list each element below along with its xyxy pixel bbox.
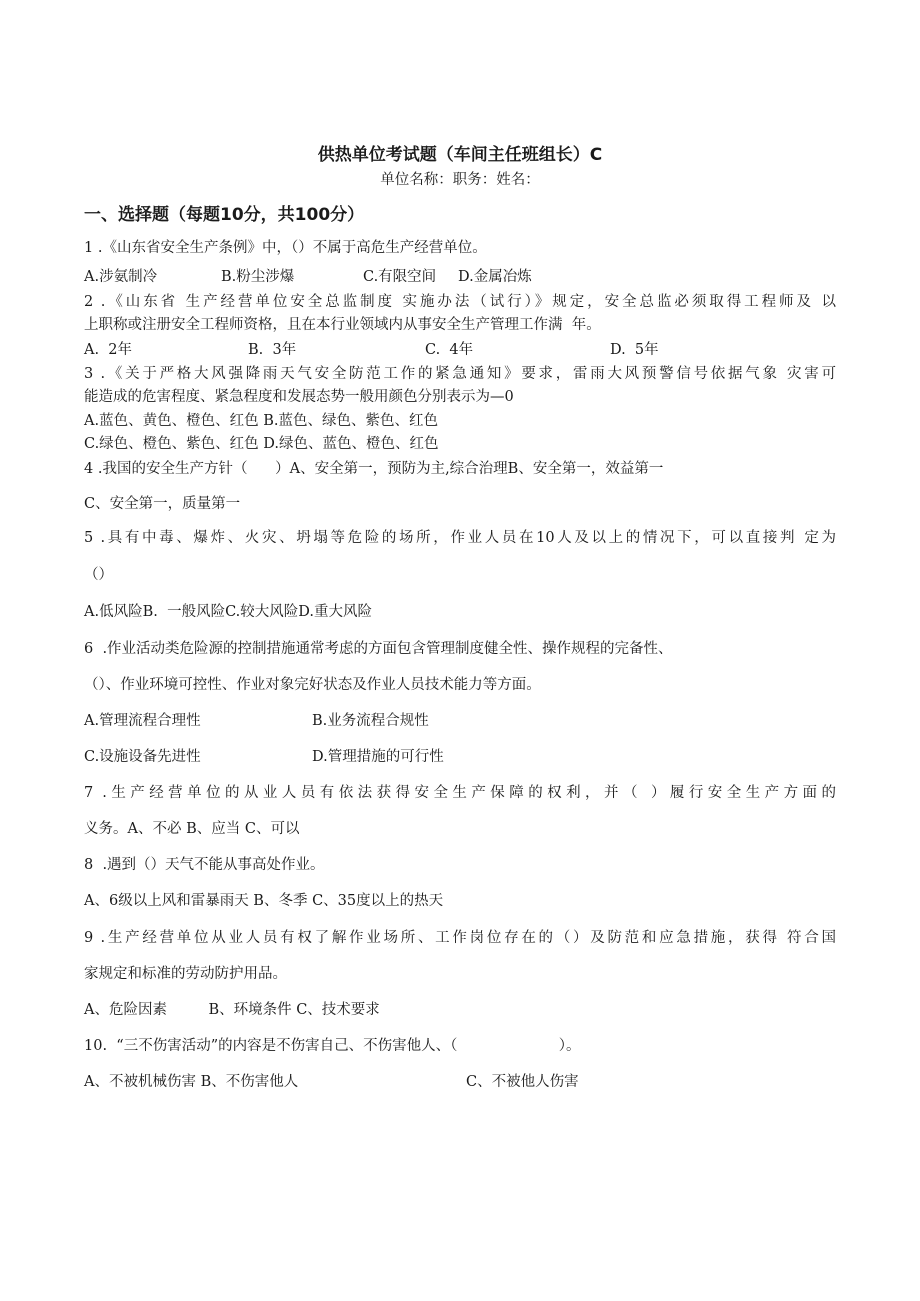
question-9-stem-line-2: 家规定和标准的劳动防护用品。	[84, 966, 287, 982]
question-2-option-d: D. 5年	[610, 342, 659, 358]
section-heading: 一、选择题（每题10分，共100分）	[84, 205, 365, 225]
question-2-option-c: C. 4年	[425, 342, 474, 358]
page-title: 供热单位考试题（车间主任班组长）C	[317, 145, 603, 165]
question-5-stem-line-2: （）	[84, 567, 113, 583]
question-3-options-ab: A.蓝色、黄色、橙色、红色 B.蓝色、绿色、紫色、红色	[84, 413, 438, 429]
question-6-option-d: D.管理措施的可行性	[312, 749, 444, 765]
question-6-option-a: A.管理流程合理性	[84, 713, 201, 729]
question-10-option-c: C、不被他人伤害	[466, 1074, 579, 1090]
question-7-stem-line-1: 7 .生产经营单位的从业人员有依法获得安全生产保障的权利，并（ ）履行安全生产方面的	[84, 785, 836, 801]
question-4-stem-line-2: C、安全第一，质量第一	[84, 496, 241, 512]
question-9-stem-line-1: 9 .生产经营单位从业人员有权了解作业场所、工作岗位存在的（）及防范和应急措施，获得 符合国	[84, 930, 836, 946]
page-subtitle: 单位名称：职务：姓名：	[380, 172, 540, 188]
question-3-stem-line-2: 能造成的危害程度、紧急程度和发展态势一般用颜色分别表示为—0	[84, 389, 514, 405]
question-3-stem-line-1: 3 .《关于严格大风强降雨天气安全防范工作的紧急通知》要求，雷雨大风预警信号依据气象 灾害可	[84, 366, 836, 382]
question-6-stem-line-2: （）、作业环境可控性、作业对象完好状态及作业人员技术能力等方面。	[84, 677, 541, 693]
question-6-option-b: B.业务流程合规性	[312, 713, 429, 729]
question-5-stem-line-1: 5 .具有中毒、爆炸、火灾、坍塌等危险的场所，作业人员在10人及以上的情况下，可以直接判 定为	[84, 530, 836, 546]
question-2-stem-line-2: 上职称或注册安全工程师资格，且在本行业领域内从事安全生产管理工作满 年。	[84, 317, 601, 333]
question-6-option-c: C.设施设备先进性	[84, 749, 201, 765]
question-8-options: A、6级以上风和雷暴雨天 B、冬季 C、35度以上的热天	[84, 893, 444, 909]
question-1-option-a: A.涉氨制冷	[84, 269, 158, 285]
question-1-option-c: C.有限空间	[363, 269, 437, 285]
question-1-stem: 1 .《山东省安全生产条例》中，（）不属于高危生产经营单位。	[84, 240, 487, 256]
question-4-stem-line-1: 4 .我国的安全生产方针（ ）A、安全第一，预防为主,综合治理B、安全第一，效益第一	[84, 461, 664, 477]
question-6-stem-line-1: 6 .作业活动类危险源的控制措施通常考虑的方面包含管理制度健全性、操作规程的完备性、	[84, 641, 673, 657]
question-2-option-a: A. 2年	[84, 342, 133, 358]
question-9-options: A、危险因素 B、环境条件 C、技术要求	[84, 1002, 380, 1018]
question-10-options-ab: A、不被机械伤害 B、不伤害他人	[84, 1074, 299, 1090]
question-7-stem-line-2: 义务。A、不必 B、应当 C、可以	[84, 821, 300, 837]
question-10-stem: 10. “三不伤害活动”的内容是不伤害自己、不伤害他人、（ ）。	[84, 1038, 581, 1054]
question-5-options: A.低风险B. 一般风险C.较大风险D.重大风险	[84, 604, 372, 620]
question-8-stem: 8 .遇到（）天气不能从事高处作业。	[84, 857, 325, 873]
question-2-stem-line-1: 2 .《山东省 生产经营单位安全总监制度 实施办法（试行）》规定，安全总监必须取得工程师及 以	[84, 294, 836, 310]
question-1-option-d: D.金属冶炼	[458, 269, 532, 285]
question-2-option-b: B. 3年	[248, 342, 297, 358]
question-1-option-b: B.粉尘涉爆	[221, 269, 295, 285]
question-3-options-cd: C.绿色、橙色、紫色、红色 D.绿色、蓝色、橙色、红色	[84, 436, 439, 452]
